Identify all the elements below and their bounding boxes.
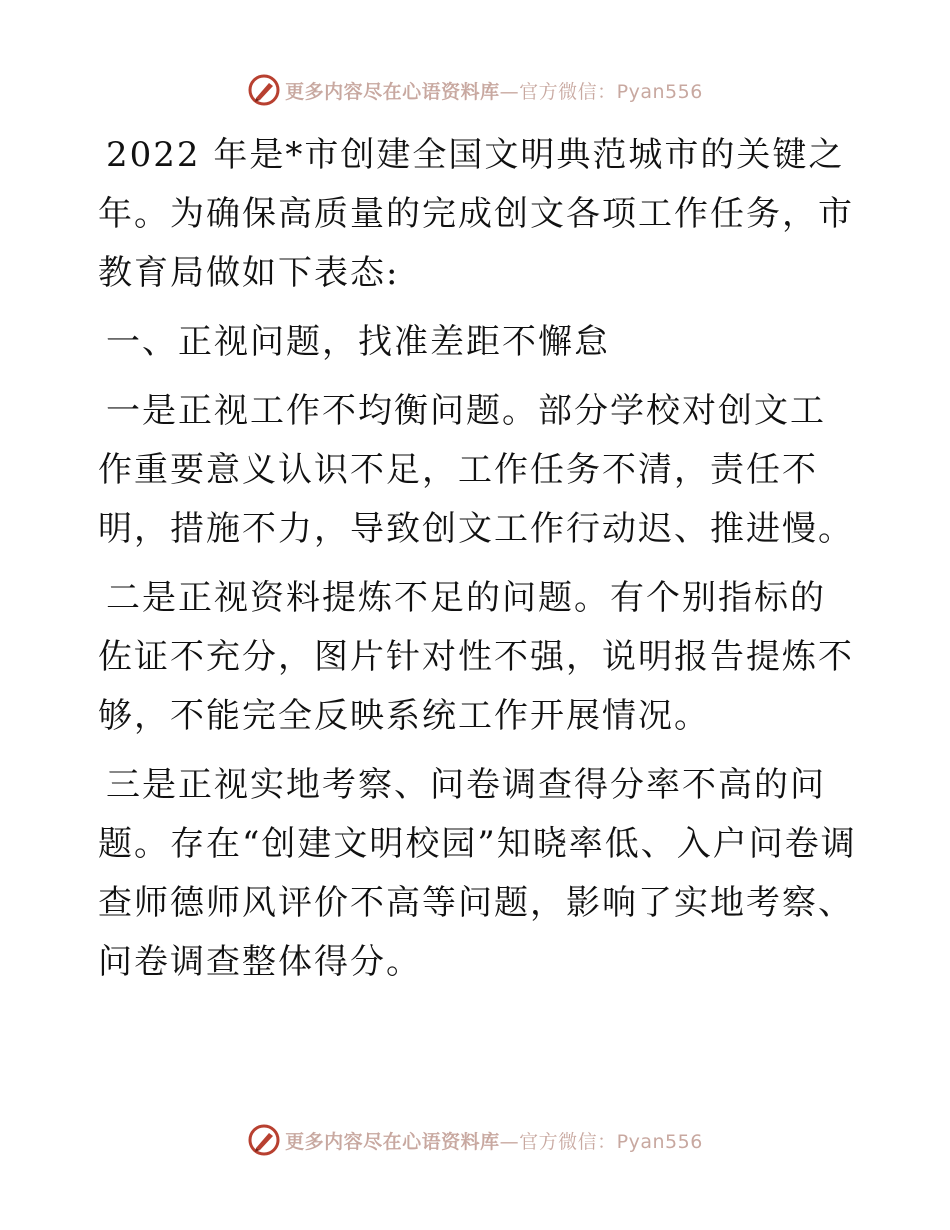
- watermark-text: [285, 77, 703, 104]
- pen-logo-icon: [247, 73, 281, 107]
- footer-watermark: [0, 1120, 950, 1160]
- watermark-text: [285, 1127, 703, 1154]
- section-heading: 一、正视问题，找准差距不懈怠: [106, 322, 610, 362]
- watermark-separator: —: [499, 80, 520, 103]
- watermark-wechat: 官方微信：Pyan556: [519, 1130, 703, 1153]
- watermark-wechat: 官方微信：Pyan556: [519, 80, 703, 103]
- watermark-main: 更多内容尽在心语资料库: [285, 1130, 500, 1153]
- paragraph-item-1: 一是正视工作不均衡问题。部分学校对创文工作重要意义认识不足，工作任务不清，责任不明，措施不力，导致创文工作行动迟、推进慢。: [98, 391, 854, 549]
- paragraph-intro: 2022 年是*市创建全国文明典范城市的关键之年。为确保高质量的完成创文各项工作任务，市教育局做如下表态:: [98, 135, 854, 293]
- pen-logo-icon: [247, 1123, 281, 1157]
- paragraph-item-2: 二是正视资料提炼不足的问题。有个别指标的佐证不充分，图片针对性不强，说明报告提炼不够，不能完全反映系统工作开展情况。: [98, 578, 854, 736]
- watermark-separator: —: [499, 1130, 520, 1153]
- paragraph-item-3: 三是正视实地考察、问卷调查得分率不高的问题。存在“创建文明校园”知晓率低、入户问卷调查师德师风评价不高等问题，影响了实地考察、问卷调查整体得分。: [98, 765, 857, 982]
- header-watermark: [0, 70, 950, 110]
- watermark-main: 更多内容尽在心语资料库: [285, 80, 500, 103]
- document-body: [98, 126, 858, 1002]
